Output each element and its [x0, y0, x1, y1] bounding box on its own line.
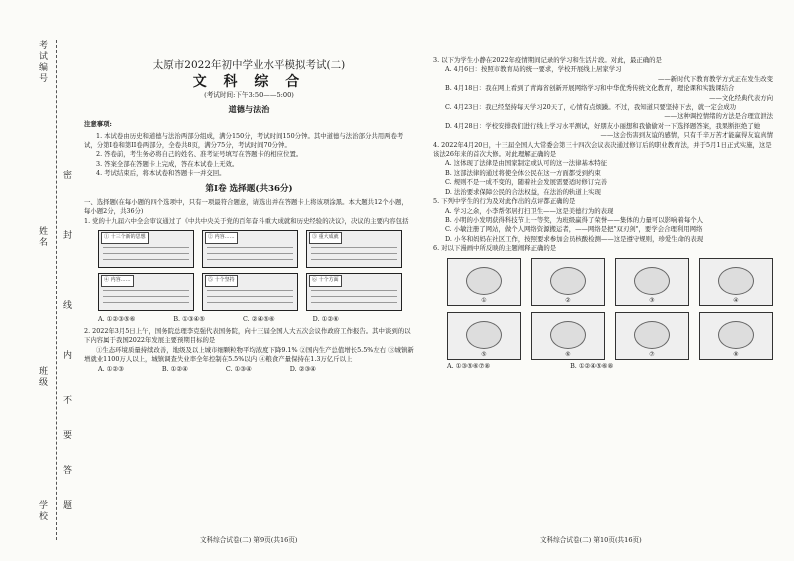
q1-option-d[interactable]: D. ①②⑥	[312, 315, 339, 324]
paper-title: 文 科 综 合	[192, 74, 306, 90]
question-4: 4. 2022年4月20日，十三届全国人大常委会第三十四次会议表决通过修订后的职业教育法，并于5月1日正式实施，这是该法26年来的首次大修。对此理解正确的是	[433, 140, 772, 159]
q6-option-b[interactable]: B. ①②④⑤⑥⑧	[570, 361, 614, 370]
school-label: 学校	[37, 500, 47, 522]
binding-note-1: 密	[61, 170, 71, 181]
cartoon-image	[531, 258, 605, 306]
cartoon-image	[699, 258, 773, 306]
q1-figure-caption: ⑤ 十个坚持	[205, 275, 238, 286]
q1-figure	[306, 230, 402, 268]
binding-note-3: 线	[61, 300, 71, 311]
q3-option[interactable]: A. 4月6日：按照市教育局的统一要求，学校开展线上居家学习	[445, 65, 622, 74]
binding-margin	[0, 0, 70, 561]
name-label: 姓名	[37, 226, 47, 248]
question-3: 3. 以下为学生小静在2022年疫情期间记录的学习和生活片段。对此，最正确的是	[433, 56, 662, 64]
q5-option[interactable]: D. 小冬和妈妈在社区工作，按照要求参加会员核酸检测——这是遵守规则，珍爱生命的表现	[445, 234, 704, 243]
binding-note-8: 题	[61, 500, 71, 511]
q1-option-c[interactable]: C. ②④⑤⑥	[243, 315, 275, 324]
cartoon-number: ⑥	[565, 351, 571, 359]
cartoon-number: ③	[649, 297, 655, 305]
binding-note-5: 不	[61, 395, 71, 406]
notice-heading: 注意事项:	[84, 120, 112, 129]
cartoon-image	[531, 312, 605, 360]
binding-note-7: 答	[61, 465, 71, 476]
left-footer: 文科综合试卷(二) 第9页(共16页)	[200, 536, 298, 544]
q2-option-a[interactable]: A. ①②③	[98, 365, 124, 374]
question-5: 5. 下列中学生的行为及对此作出的点评都正确的是	[433, 197, 576, 206]
q3-comment: ——文化经典代表方向	[709, 93, 773, 102]
cartoon-number: ①	[481, 297, 487, 305]
q2-option-c[interactable]: C. ①③④	[225, 365, 252, 374]
q3-option[interactable]: C. 4月23日：我已经坚持每天学习20天了，心情有点烦躁。不过，我知道只要坚持下去，就一定会成功	[445, 103, 737, 112]
q4-option[interactable]: A. 这体现了法律是由国家制定或认可的这一法律基本特征	[445, 159, 608, 168]
question-1: 1. 党的十九届六中全会审议通过了《中共中央关于党的百年奋斗重大成就和历史经验的决议》，决议的主要内容包括	[84, 216, 409, 225]
q1-figure	[202, 230, 298, 268]
q6-cartoon-grid	[447, 258, 773, 360]
q4-option[interactable]: C. 规则不是一成不变的，随着社会发展需要适时修订完善	[445, 178, 608, 187]
q1-figure-grid	[98, 230, 414, 311]
q1-figure	[98, 230, 194, 268]
cartoon-image	[447, 258, 521, 306]
cartoon-image	[615, 258, 689, 306]
section-instructions: 一、选择题(在每小题的四个选项中，只有一项最符合题意，请选出并在答题卡上将该项涂黑。本大题共12个小题，每小题2分，共36分)	[84, 198, 408, 216]
q2-option-b[interactable]: B. ①②④	[161, 365, 188, 374]
exam-number-label: 考试编号	[37, 40, 47, 84]
notice-item: 4. 考试结束后，将本试卷和答题卡一并交回。	[96, 169, 226, 178]
cartoon-number: ⑧	[733, 351, 739, 359]
q6-options	[447, 362, 773, 371]
left-page	[84, 58, 414, 377]
q5-option[interactable]: A. 学习之余，小李帮邻居打扫卫生——这是美德行为的表现	[445, 206, 614, 215]
q1-figure	[98, 273, 194, 311]
q3-option[interactable]: B. 4月18日：我在网上看到了青海省创新开展网络学习和中华优秀传统文化教育，理论课和实践课结合	[445, 84, 735, 93]
question-2: 2. 2022年3月5日上午，国务院总理李克强代表国务院，向十三届全国人大五次会议作政府工作报告。其中谈到的以下内容属于我国2022年发展主要预期目标的是	[84, 326, 411, 345]
subject-title: 道德与法治	[228, 103, 270, 114]
binding-dashed-line	[56, 40, 57, 540]
q3-comment: ——这种调控情绪的方法是合理宣泄法	[664, 112, 773, 121]
class-label: 班级	[37, 366, 47, 388]
q2-items: ①生态环境质量持续改善，地级及以上城市细颗粒物平均浓度下降9.1% ②国内生产总值增长5.5%左右 ③城镇新增就业1100万人以上，城镇调查失业率全年控制在5.5%以内 ④粮食产量保持在1.3万亿斤以上	[84, 345, 414, 363]
cartoon-image	[447, 312, 521, 360]
cartoon-number: ⑦	[649, 351, 655, 359]
question-6: 6. 对以下漫画中所反映的主题阐释正确的是	[433, 244, 557, 253]
q2-option-d[interactable]: D. ②③④	[289, 365, 316, 374]
q1-figure	[202, 273, 298, 311]
q2-options	[98, 365, 414, 374]
q1-figure	[306, 273, 402, 311]
exam-title: 太原市2022年初中学业水平模拟考试(二)	[152, 59, 346, 71]
right-footer: 文科综合试卷(二) 第10页(共16页)	[540, 536, 642, 544]
cartoon-image	[615, 312, 689, 360]
cartoon-number: ②	[565, 297, 571, 305]
q6-option-a[interactable]: A. ①③⑤⑥⑦⑧	[447, 361, 491, 370]
q3-comment: ——这会伤害到友谊的感情，只有千辛万苦才能赢得友谊真情	[600, 131, 773, 140]
q3-option[interactable]: D. 4月28日：学校安排我们进行线上学习水平测试，好朋友小丽想和我偷偷对一下选择题答案，我果断拒绝了她	[445, 121, 761, 130]
q4-option[interactable]: D. 法治要求保障公民的合法权益，在法治的轨道上实现	[445, 187, 601, 196]
notice-item: 3. 答案全部在答题卡上完成，答在本试卷上无效。	[96, 159, 239, 168]
q1-option-a[interactable]: A. ①②③⑤⑥	[98, 315, 136, 324]
q1-figure-caption: ⑥ 十个方面	[309, 275, 342, 286]
cartoon-number: ④	[733, 297, 739, 305]
q1-figure-caption: ① 十三个新的思想	[101, 232, 149, 243]
q1-figure-caption: ② 内容……	[205, 232, 238, 243]
cartoon-image	[699, 312, 773, 360]
part-title: 第Ⅰ卷 选择题(共36分)	[205, 183, 293, 194]
q3-comment: ——新时代下教育教学方式正在发生改变	[657, 74, 773, 83]
notice-item: 2. 答卷前，考生务必将自己的姓名、准考证号填写在答题卡的相应位置。	[96, 150, 303, 159]
q5-option[interactable]: B. 小明的小发明获得科技节上一等奖，为班级赢得了荣誉——集体的力量可以影响着每个人	[445, 215, 703, 224]
notice-item: 1. 本试卷由历史和道德与法治两部分组成，满分150分，考试时间150分钟。其中道德与法治部分共用两卷考试，分第I卷和第II卷两部分，全卷共8页，满分75分，考试时间70分钟。	[84, 131, 404, 150]
q5-option[interactable]: C. 小敏注册了网站，做个人网络资源搬运者，——网络是把"双刃剑"，要学会合理利用网络	[445, 225, 703, 234]
q1-figure-caption: ③ 重大成就	[309, 232, 342, 243]
q1-options	[98, 315, 414, 324]
cartoon-number: ⑤	[481, 351, 487, 359]
q1-option-b[interactable]: B. ①③④⑤	[173, 315, 206, 324]
exam-time: (考试时间:下午3:50——5:00)	[204, 91, 294, 100]
q4-option[interactable]: B. 这部法律的通过将使全体公民在这一方面都受到约束	[445, 168, 601, 177]
q1-figure-caption: ④ 内容……	[101, 275, 134, 286]
binding-note-6: 要	[61, 430, 71, 441]
binding-note-2: 封	[61, 230, 71, 241]
binding-note-4: 内	[61, 350, 71, 361]
right-page	[433, 56, 773, 373]
